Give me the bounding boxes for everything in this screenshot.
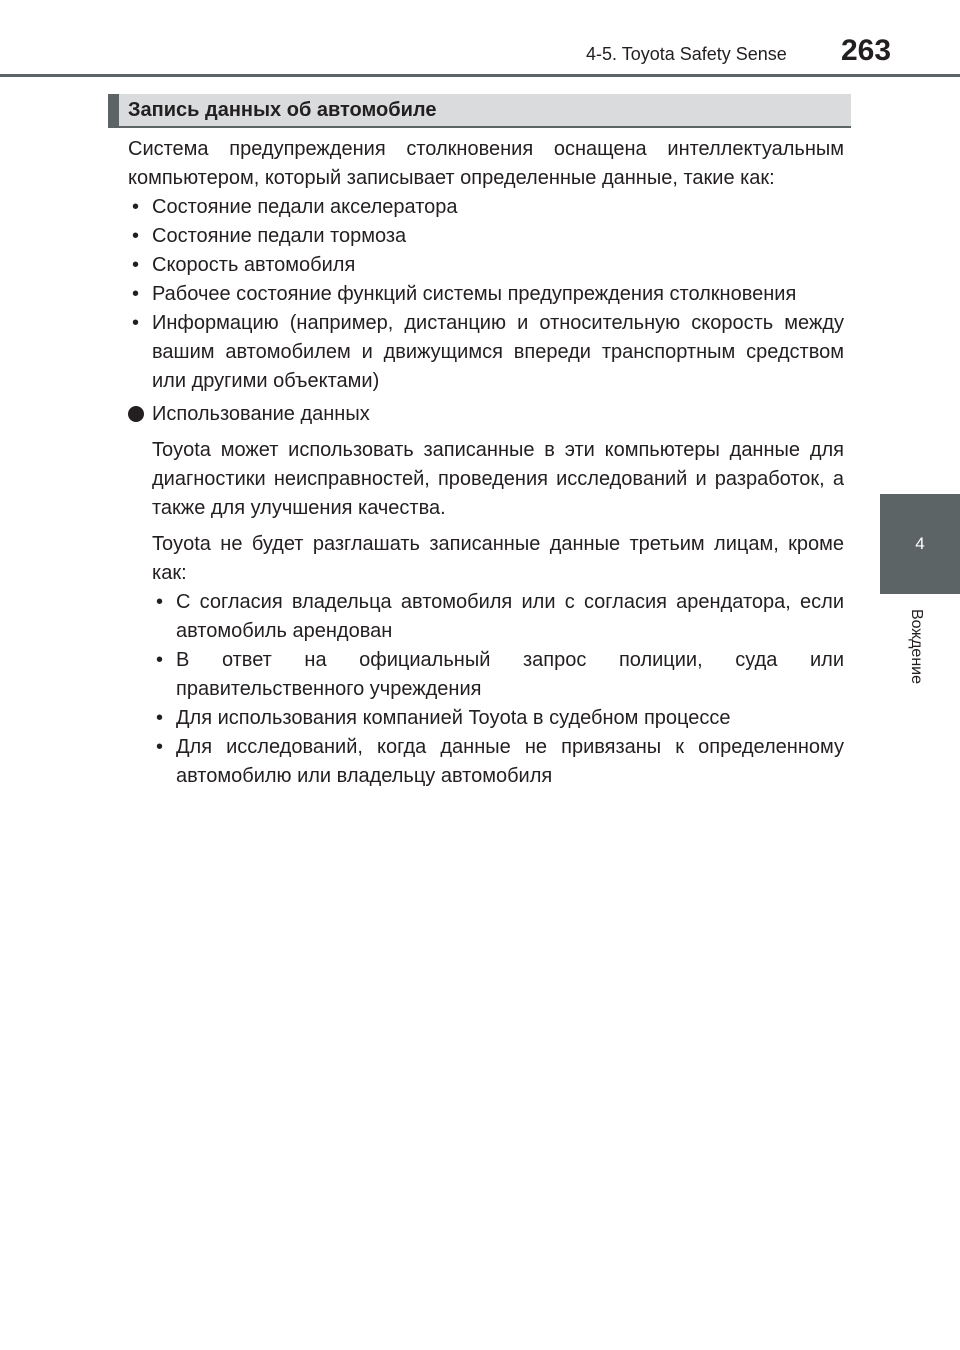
bullet-icon: • [132, 254, 140, 276]
data-usage-heading: Использование данных [128, 400, 844, 429]
intro-paragraph: Система предупреждения столкновения оснащена интеллектуальным компьютером, который записывает определенные данные, такие как: [128, 138, 844, 189]
chapter-number: 4 [915, 534, 925, 553]
section-heading-bar [108, 94, 119, 126]
bullet-icon: • [156, 736, 164, 758]
chapter-label: Вождение [908, 608, 925, 684]
circle-bullet-icon [128, 406, 144, 422]
bullet-icon: • [132, 196, 140, 218]
chapter-tab[interactable] [880, 494, 960, 594]
data-usage-paragraph-2: Toyota не будет разглашать записанные данные третьим лицам, кроме как: [152, 533, 844, 584]
main-content [128, 135, 844, 791]
bullet-icon: • [132, 225, 140, 247]
bullet-icon: • [156, 591, 164, 613]
header-section-title: 4-5. Toyota Safety Sense [586, 44, 787, 64]
list-item: • Информацию (например, дистанцию и относительную скорость между вашим автомобилем и движущимся впереди транспортным средством или другими объектами) [128, 309, 844, 396]
bullet-icon: • [156, 707, 164, 729]
list-item: • С согласия владельца автомобиля или с согласия арендатора, если автомобиль арендован [152, 588, 844, 646]
list-item: • Скорость автомобиля [128, 251, 844, 280]
bullet-icon: • [156, 649, 164, 671]
data-usage-section [128, 436, 844, 791]
page-number: 263 [841, 34, 892, 67]
list-item: • Для использования компанией Toyota в судебном процессе [152, 704, 844, 733]
list-item: • Состояние педали тормоза [128, 222, 844, 251]
section-heading [108, 94, 851, 128]
section-title: Запись данных об автомобиле [128, 99, 437, 121]
disclosure-exceptions-list [152, 588, 844, 791]
bullet-icon: • [132, 283, 140, 305]
list-item: • Состояние педали акселератора [128, 193, 844, 222]
bullet-icon: • [132, 312, 140, 334]
recorded-items-list [128, 193, 844, 396]
list-item: • Рабочее состояние функций системы предупреждения столкновения [128, 280, 844, 309]
list-item: • Для исследований, когда данные не привязаны к определенному автомобилю или владельцу автомобиля [152, 733, 844, 791]
data-usage-paragraph-1: Toyota может использовать записанные в эти компьютеры данные для диагностики неисправностей, проведения исследований и разработок, а также для улучшения качества. [152, 439, 844, 519]
list-item: • В ответ на официальный запрос полиции, суда или правительственного учреждения [152, 646, 844, 704]
header-divider [0, 74, 960, 77]
